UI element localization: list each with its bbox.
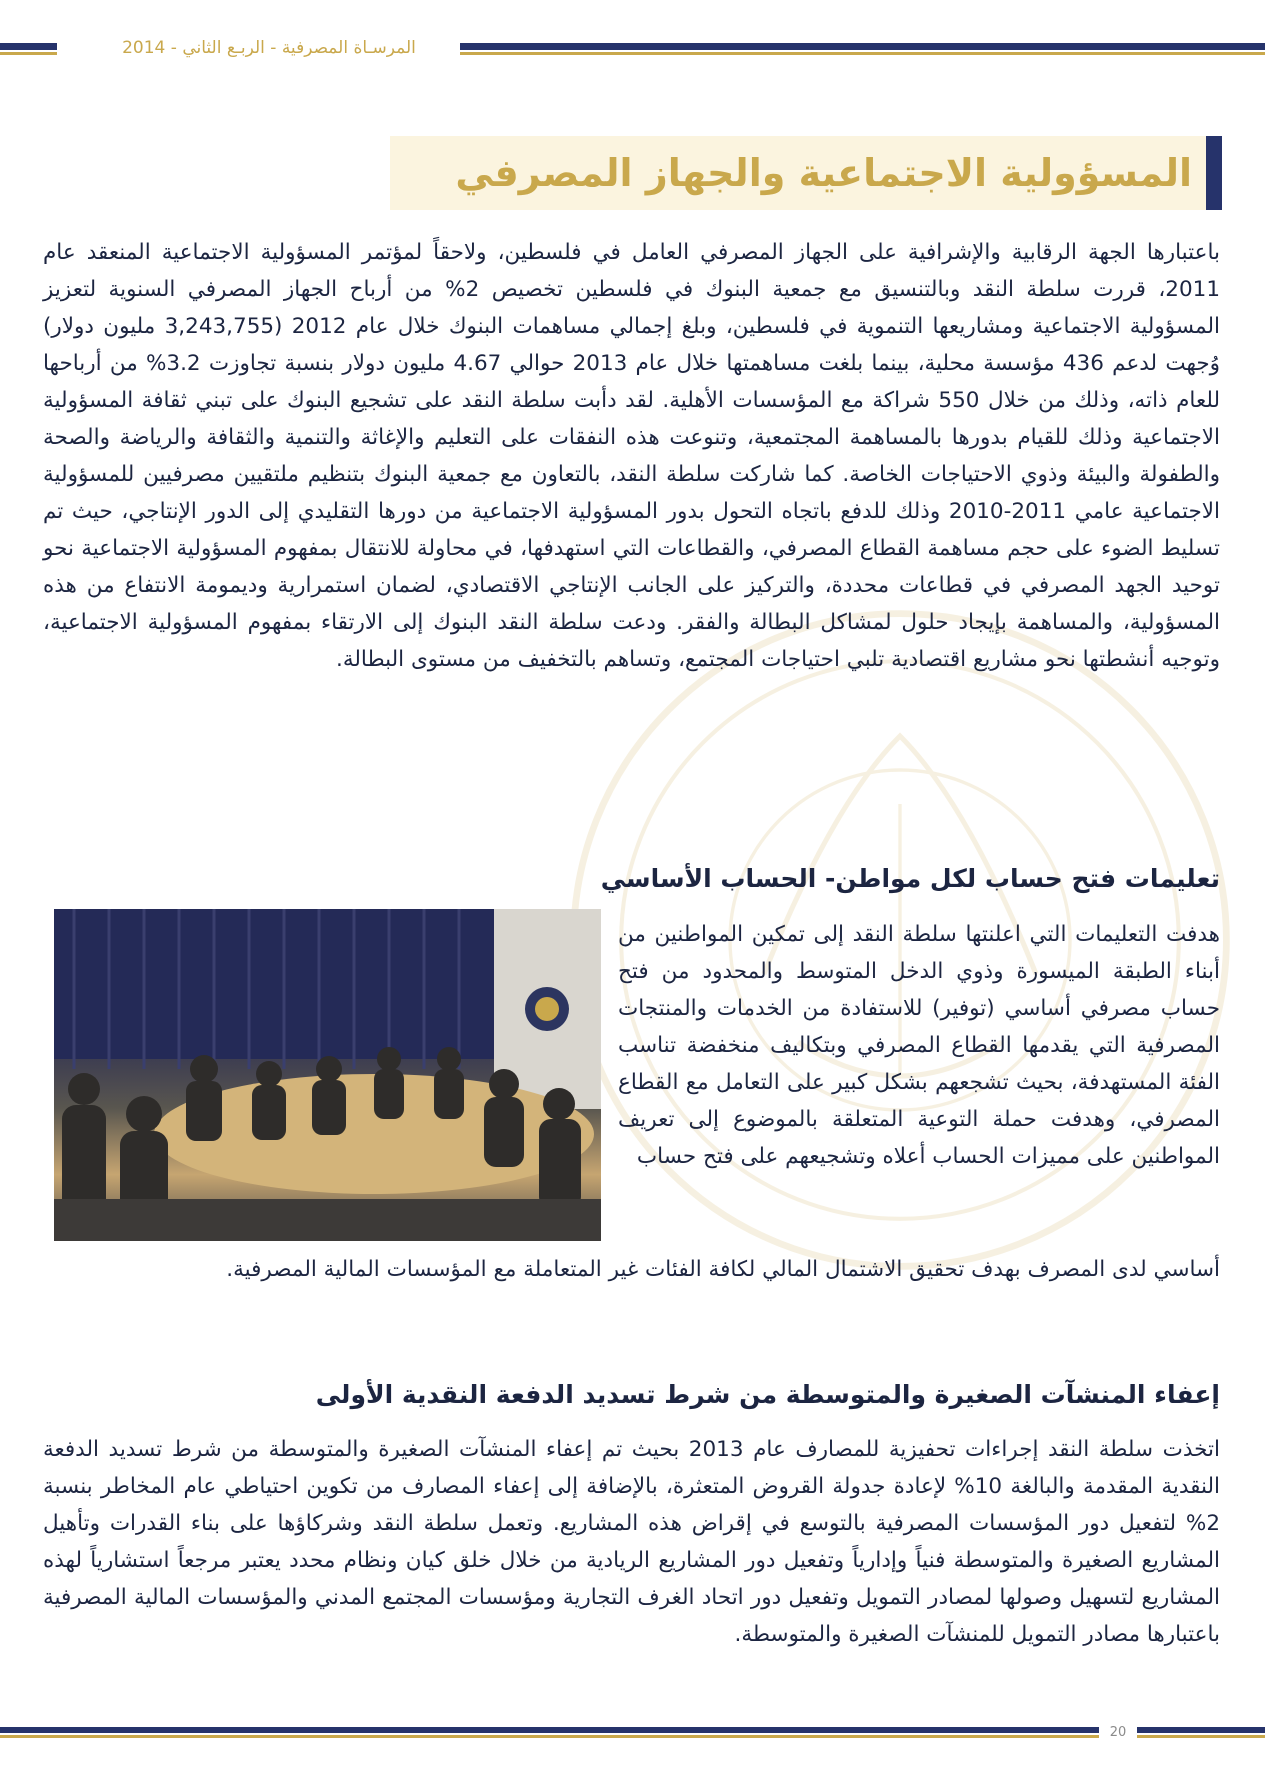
section-heading-sme-exemption: إعفاء المنشآت الصغيرة والمتوسطة من شرط تسديد الدفعة النقدية الأولى xyxy=(315,1380,1220,1409)
footer-rule xyxy=(0,1727,1265,1738)
header-rule-right xyxy=(460,43,1265,55)
section-heading-basic-account: تعليمات فتح حساب لكل مواطن- الحساب الأساسي xyxy=(600,864,1220,893)
meeting-photo xyxy=(54,909,601,1241)
basic-account-paragraph-continued: أساسي لدى المصرف بهدف تحقيق الاشتمال المالي لكافة الفئات غير المتعاملة مع المؤسسات المالية المصرفية. xyxy=(226,1257,1220,1282)
page-number: 20 xyxy=(1099,1718,1137,1746)
running-header: المرسـاة المصرفية - الربـع الثاني - 2014 xyxy=(122,38,416,58)
basic-account-paragraph: هدفت التعليمات التي اعلنتها سلطة النقد إلى تمكين المواطنين من أبناء الطبقة الميسورة وذوي الدخل المتوسط والمحدود من فتح حساب مصرفي أساسي (توفير) للاستفادة من الخدمات والمنتجات المصرفية التي يقدمها القطاع المصرفي وبتكاليف منخفضة تناسب الفئة المستهدفة، بحيث تشجعهم بشكل كبير على التعامل مع القطاع المصرفي، وهدفت حملة التوعية المتعلقة بالموضوع إلى تعريف المواطنين على مميزات الحساب أعلاه وتشجيعهم على فتح حساب xyxy=(618,922,1220,1169)
article-title-box xyxy=(390,136,1222,210)
intro-paragraph: باعتبارها الجهة الرقابية والإشرافية على الجهاز المصرفي العامل في فلسطين، ولاحقاً لمؤتمر المسؤولية الاجتماعية المنعقد عام 2011، قررت سلطة النقد وبالتنسيق مع جمعية البنوك في فلسطين تخصيص 2% من أرباح الجهاز المصرفي السنوية لتعزيز المسؤولية الاجتماعية ومشاريعها التنموية في فلسطين، وبلغ إجمالي مساهمات البنوك خلال عام 2012 (3,243,755 مليون دولار) وُجهت لدعم 436 مؤسسة محلية، بينما بلغت مساهمتها خلال عام 2013 حوالي 4.67 مليون دولار بنسبة تجاوزت 3.2% من أرباحها للعام ذاته، وذلك من خلال 550 شراكة مع المؤسسات الأهلية. لقد دأبت سلطة النقد على تشجيع البنوك على تبني ثقافة المسؤولية الاجتماعية وذلك للقيام بدورها بالمساهمة المجتمعية، وتنوعت هذه النفقات على التعليم والإغاثة والتنمية والثقافة والرياضة والصحة والطفولة والبيئة وذوي الاحتياجات الخاصة. كما شاركت سلطة النقد، بالتعاون مع جمعية البنوك بتنظيم ملتقيين مصرفيين للمسؤولية الاجتماعية عامي 2011-2010 وذلك للدفع باتجاه التحول بدور المسؤولية الاجتماعية من دورها التقليدي إلى الدور الإنتاجي، حيث تم تسليط الضوء على حجم مساهمة القطاع المصرفي، والقطاعات التي استهدفها، في محاولة للانتقال بمفهوم المسؤولية الاجتماعية نحو توحيد الجهد المصرفي في قطاعات محددة، والتركيز على الجانب الإنتاجي الاقتصادي، لضمان استمرارية وديمومة الانتفاع من هذه المسؤولية، والمساهمة بإيجاد حلول لمشاكل البطالة والفقر. ودعت سلطة النقد البنوك إلى الارتقاء بمفهوم المسؤولية الاجتماعية، وتوجيه أنشطتها نحو مشاريع اقتصادية تلبي احتياجات المجتمع، وتساهم بالتخفيف من مستوى البطالة. xyxy=(43,240,1221,672)
sme-exemption-paragraph: اتخذت سلطة النقد إجراءات تحفيزية للمصارف عام 2013 بحيث تم إعفاء المنشآت الصغيرة والمتوسطة من شرط تسديد الدفعة النقدية المقدمة والبالغة 10% لإعادة جدولة القروض المتعثرة، بالإضافة إلى إعفاء المصارف من تكوين احتياطي عام المخاطر بنسبة 2% لتفعيل دور المؤسسات المصرفية بالتوسع في إقراض هذه المشاريع. وتعمل سلطة النقد وشركاؤها على بناء القدرات وتأهيل المشاريع الصغيرة والمتوسطة فنياً وإدارياً وتفعيل دور المشاريع الريادية من خلال خلق كيان ونظام محدد يعتبر مرجعاً استشارياً لهذه المشاريع لتسهيل وصولها لمصادر التمويل وتفعيل دور اتحاد الغرف التجارية ومؤسسات المجتمع المدني والمؤسسات المالية المصرفية باعتبارها مصادر التمويل للمنشآت الصغيرة والمتوسطة. xyxy=(43,1437,1220,1647)
article-title: المسؤولية الاجتماعية والجهاز المصرفي xyxy=(455,151,1192,195)
header-rule-left xyxy=(0,43,57,55)
meeting-photo-illustration xyxy=(54,909,601,1241)
